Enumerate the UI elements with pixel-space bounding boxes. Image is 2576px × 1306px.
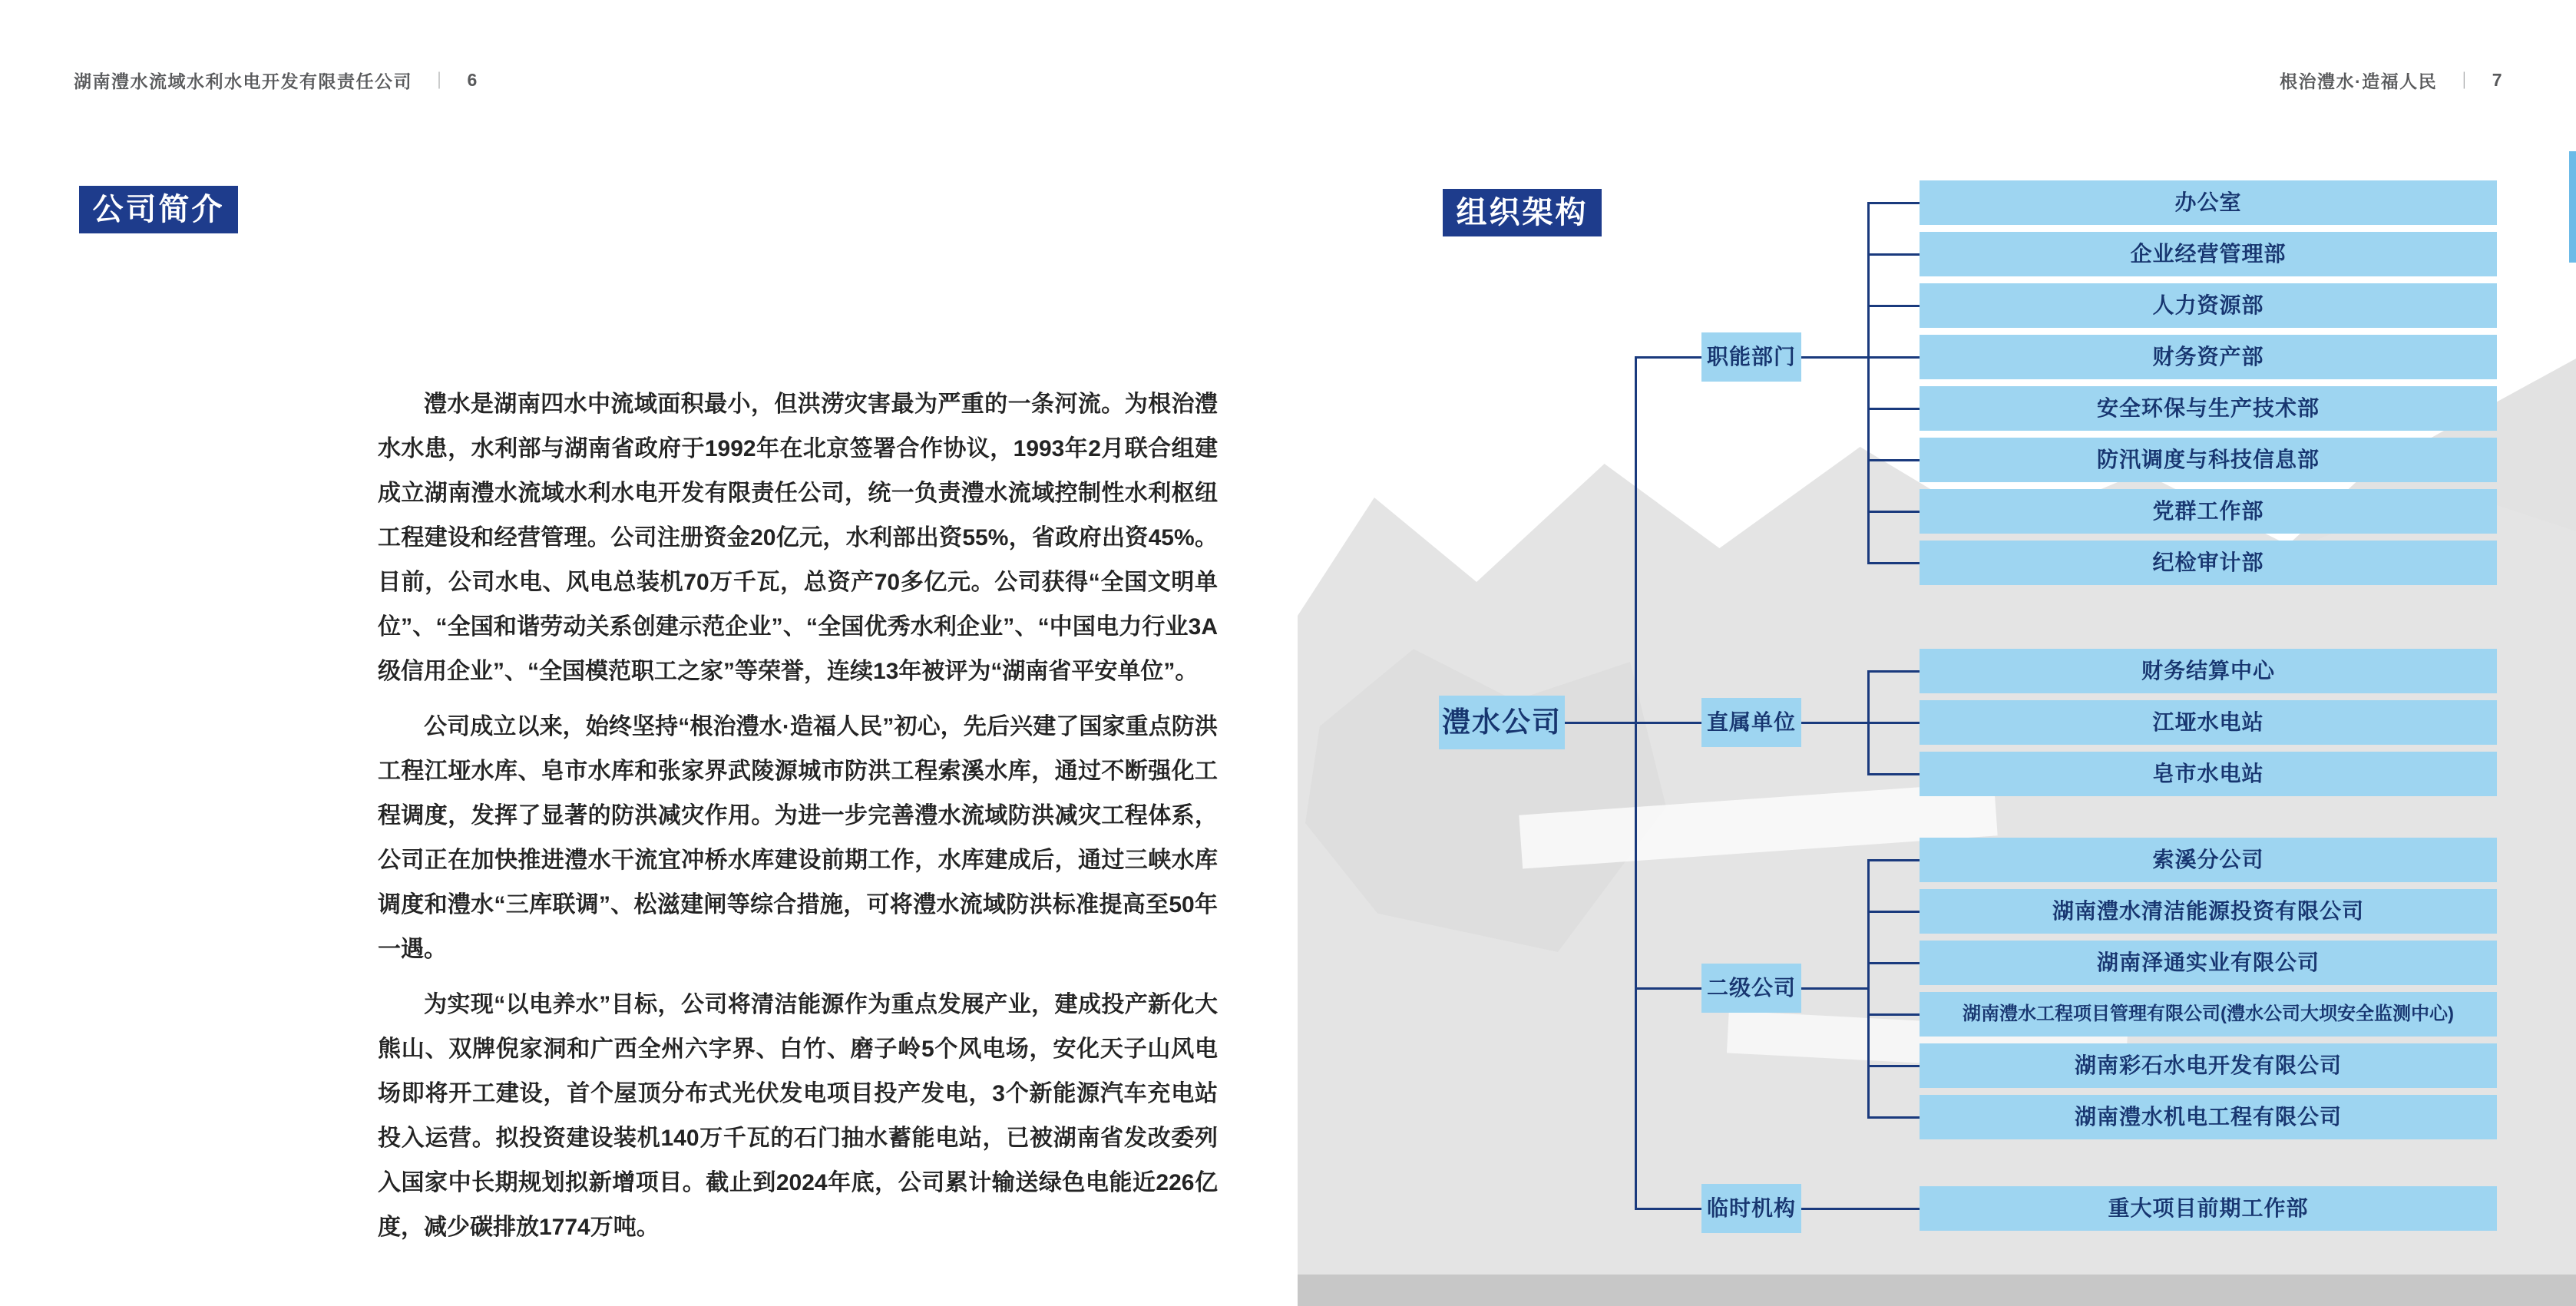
org-branch-label: 临时机构 <box>1701 1184 1801 1233</box>
company-profile-text <box>378 382 1218 1261</box>
org-child-box: 湖南泽通实业有限公司 <box>1920 941 2497 985</box>
org-child-box: 企业经营管理部 <box>1920 232 2497 276</box>
org-connector-line <box>1868 253 1920 256</box>
org-connector-line <box>1635 356 1701 359</box>
org-child-box: 办公室 <box>1920 180 2497 225</box>
company-slogan: 根治澧水·造福人民 <box>2280 71 2438 91</box>
org-connector-line <box>1868 459 1920 461</box>
org-child-box: 湖南澧水机电工程有限公司 <box>1920 1095 2497 1139</box>
org-connector-line <box>1868 511 1920 513</box>
profile-paragraph: 澧水是湖南四水中流域面积最小，但洪涝灾害最为严重的一条河流。为根治澧水水患，水利部与湖南省政府于1992年在北京签署合作协议，1993年2月联合组建成立湖南澧水流域水利水电开发有限责任公司，统一负责澧水流域控制性水利枢纽工程建设和经营管理。公司注册资金20亿元，水利部出资55%，省政府出资45%。目前，公司水电、风电总装机70万千瓦，总资产70多亿元。公司获得“全国文明单位”、“全国和谐劳动关系创建示范企业”、“全国优秀水利企业”、“中国电力行业3A级信用企业”、“全国模范职工之家”等荣誉，连续13年被评为“湖南省平安单位”。 <box>378 392 1218 684</box>
org-child-box: 湖南彩石水电开发有限公司 <box>1920 1043 2497 1088</box>
org-connector-line <box>1801 987 1868 990</box>
org-connector-line <box>1565 722 1701 724</box>
org-child-box: 湖南澧水清洁能源投资有限公司 <box>1920 889 2497 934</box>
org-connector-line <box>1868 773 1920 775</box>
org-child-box: 党群工作部 <box>1920 489 2497 534</box>
org-connector-line <box>1868 670 1920 673</box>
org-connector-line <box>1868 962 1920 964</box>
org-connector-line <box>1868 305 1920 307</box>
org-connector-line <box>1867 859 1870 1119</box>
org-connector-line <box>1868 859 1920 861</box>
company-name: 湖南澧水流域水利水电开发有限责任公司 <box>74 71 412 91</box>
section-title-org-structure: 组织架构 <box>1443 189 1602 236</box>
org-child-box: 江垭水电站 <box>1920 700 2497 745</box>
org-connector-line <box>1868 408 1920 410</box>
profile-paragraph: 为实现“以电养水”目标，公司将清洁能源作为重点发展产业，建成投产新化大熊山、双牌倪家洞和广西全州六字界、白竹、磨子岭5个风电场，安化天子山风电场即将开工建设，首个屋顶分布式光伏发电项目投产发电，3个新能源汽车充电站投入运营。拟投资建设装机140万千瓦的石门抽水蓄能电站，已被湖南省发改委列入国家中长期规划拟新增项目。截止到2024年底，公司累计输送绿色电能近226亿度，减少碳排放1774万吨。 <box>378 992 1218 1240</box>
org-root-node: 澧水公司 <box>1439 696 1565 749</box>
org-child-box: 皂市水电站 <box>1920 752 2497 796</box>
org-connector-line <box>1801 722 1868 724</box>
org-child-box: 财务资产部 <box>1920 335 2497 379</box>
header-divider: ｜ <box>431 71 449 91</box>
org-child-box: 财务结算中心 <box>1920 649 2497 693</box>
page-number-right: 7 <box>2492 70 2503 90</box>
org-connector-line <box>1868 202 1920 204</box>
org-child-box: 索溪分公司 <box>1920 838 2497 882</box>
profile-paragraph: 公司成立以来，始终坚持“根治澧水·造福人民”初心，先后兴建了国家重点防洪工程江垭水库、皂市水库和张家界武陵源城市防洪工程索溪水库，通过不断强化工程调度，发挥了显著的防洪减灾作用。为进一步完善澧水流域防洪减灾工程体系，公司正在加快推进澧水干流宜冲桥水库建设前期工作，水库建成后，通过三峡水库调度和澧水“三库联调”、松滋建闸等综合措施，可将澧水流域防洪标准提高至50年一遇。 <box>378 714 1218 962</box>
org-branch-label: 职能部门 <box>1701 332 1801 382</box>
org-child-box: 人力资源部 <box>1920 283 2497 328</box>
org-child-box: 湖南澧水工程项目管理有限公司(澧水公司大坝安全监测中心) <box>1920 992 2497 1037</box>
org-connector-line <box>1868 722 1920 724</box>
org-connector-line <box>1868 1116 1920 1119</box>
org-connector-line <box>1801 356 1868 359</box>
org-connector-line <box>1635 1208 1701 1210</box>
org-connector-line <box>1635 356 1637 1210</box>
header-divider: ｜ <box>2455 71 2474 91</box>
org-child-box: 安全环保与生产技术部 <box>1920 386 2497 431</box>
org-connector-line <box>1635 987 1701 990</box>
org-connector-line <box>1868 1065 1920 1067</box>
org-connector-line <box>1868 356 1920 359</box>
org-child-box: 纪检审计部 <box>1920 541 2497 585</box>
org-child-box: 重大项目前期工作部 <box>1920 1186 2497 1231</box>
org-connector-line <box>1868 562 1920 564</box>
org-connector-line <box>1801 1208 1920 1210</box>
org-connector-line <box>1868 911 1920 913</box>
page-number-left: 6 <box>467 70 478 90</box>
section-title-company-profile: 公司简介 <box>79 186 238 233</box>
org-branch-label: 直属单位 <box>1701 698 1801 747</box>
org-child-box: 防汛调度与科技信息部 <box>1920 438 2497 482</box>
org-branch-label: 二级公司 <box>1701 964 1801 1013</box>
org-connector-line <box>1868 1013 1920 1016</box>
